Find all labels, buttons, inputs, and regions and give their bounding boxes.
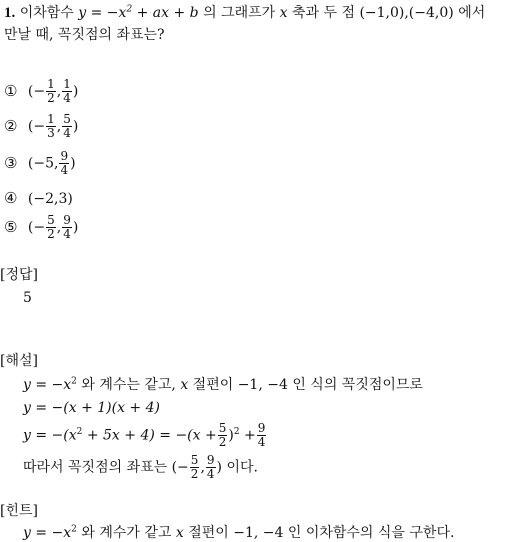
answer-label: [정답]: [0, 267, 38, 283]
choice-2[interactable]: ② (− $\frac{1}{3}$ , $\frac{5}{4}$ ): [4, 112, 79, 140]
fraction: $\frac{5}{2}$: [190, 453, 199, 481]
question-points: (−1,0),(−4,0): [359, 5, 454, 21]
explanation-line-3: $y = -(x^2 + 5x + 4) = -(x$ + $\frac{5}{2}$ )$^2$ + $\frac{9}{4}$: [23, 421, 266, 449]
fraction: $\frac{1}{3}$: [47, 112, 55, 140]
fraction: $\frac{9}{4}$: [63, 213, 71, 241]
explanation-line-2: y = −(x + 1)(x + 4): [23, 400, 160, 416]
question-number: 1.: [4, 5, 16, 21]
explanation-line-1: $y = -x^2$ 와 계수는 같고, x 절편이 −1, −4 인 식의 꼭짓점이므로: [23, 376, 423, 393]
answer-value: 5: [23, 290, 32, 306]
explanation-label: [해설]: [0, 353, 38, 369]
hint-text: $y = -x^2$ 와 계수가 같고 x 절편이 −1, −4 인 이차함수의 식을 구한다.: [23, 524, 455, 541]
choice-1[interactable]: ① (− $\frac{1}{2}$ , $\frac{1}{4}$ ): [4, 77, 79, 105]
fraction: $\frac{5}{4}$: [63, 112, 71, 140]
choice-3[interactable]: ③ (−5, $\frac{9}{4}$ ): [4, 149, 76, 177]
choice-mark: ②: [4, 116, 18, 135]
question-function: $y = -x^2$ + ax + b: [78, 4, 199, 21]
choice-5[interactable]: ⑤ (− $\frac{5}{2}$ , $\frac{9}{4}$ ): [4, 213, 79, 241]
fraction: $\frac{5}{2}$: [218, 421, 227, 449]
fraction: $\frac{9}{4}$: [257, 421, 266, 449]
choice-4[interactable]: ④ (−2,3): [4, 189, 73, 207]
question-text-mid: 의 그래프가: [203, 5, 276, 21]
choice-mark: ④: [4, 189, 18, 207]
fraction: $\frac{9}{4}$: [60, 149, 69, 177]
question-text-post: 축과 두 점: [291, 5, 355, 21]
question-line-2: 만날 때, 꼭짓점의 좌표는?: [4, 27, 165, 43]
fraction: $\frac{1}{4}$: [63, 77, 71, 105]
explanation-line-4: 따라서 꼭짓점의 좌표는 (− $\frac{5}{2}$ , $\frac{9}{4}$ ) 이다.: [23, 453, 258, 481]
question-axis: x: [279, 5, 288, 21]
fraction: $\frac{5}{2}$: [47, 213, 55, 241]
fraction: $\frac{9}{4}$: [206, 453, 215, 481]
choice-mark: ①: [4, 81, 18, 100]
question-text-pre: 이차함수: [19, 5, 74, 21]
hint-label: [힌트]: [0, 503, 38, 519]
choice-mark: ⑤: [4, 217, 18, 236]
choice-mark: ③: [4, 153, 18, 172]
question-text-end: 에서: [458, 5, 486, 21]
question-line-1: [4, 2, 485, 22]
fraction: $\frac{1}{2}$: [47, 77, 55, 105]
